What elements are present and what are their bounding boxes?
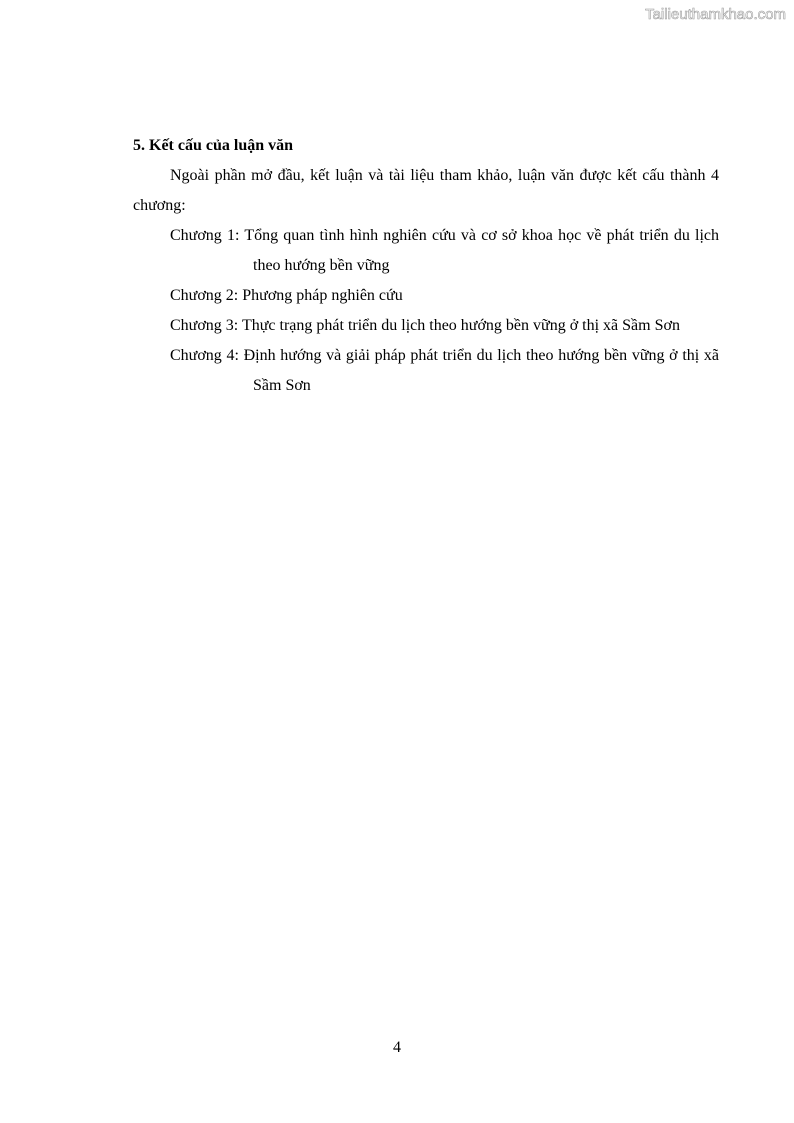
- chapter-label: Chương 4:: [170, 347, 239, 364]
- chapter-text: Định hướng và giải pháp phát triển du lịch theo hướng bền vững ở thị xã Sầm Sơn: [243, 347, 720, 394]
- chapter-item-2: [133, 281, 719, 311]
- chapter-text: Phương pháp nghiên cứu: [242, 287, 403, 304]
- chapter-label: Chương 1:: [170, 227, 240, 244]
- section-heading: 5. Kết cấu của luận văn: [133, 137, 294, 154]
- intro-paragraph: Ngoài phần mở đầu, kết luận và tài liệu tham khảo, luận văn được kết cấu thành 4 chương:: [133, 167, 719, 214]
- chapter-label: Chương 3:: [170, 317, 239, 334]
- chapter-text: Tổng quan tình hình nghiên cứu và cơ sở khoa học về phát triển du lịch theo hướng bền vững: [244, 227, 720, 274]
- chapter-item-1: [133, 221, 719, 281]
- chapter-text: Thực trạng phát triển du lịch theo hướng bền vững ở thị xã Sầm Sơn: [241, 317, 680, 334]
- chapter-item-4: [133, 341, 719, 401]
- chapter-label: Chương 2:: [170, 287, 239, 304]
- watermark-text: Tailieuthamkhao.com: [645, 6, 786, 23]
- chapter-item-3: [133, 311, 719, 341]
- document-body: [133, 131, 719, 401]
- page-number: 4: [393, 1039, 401, 1056]
